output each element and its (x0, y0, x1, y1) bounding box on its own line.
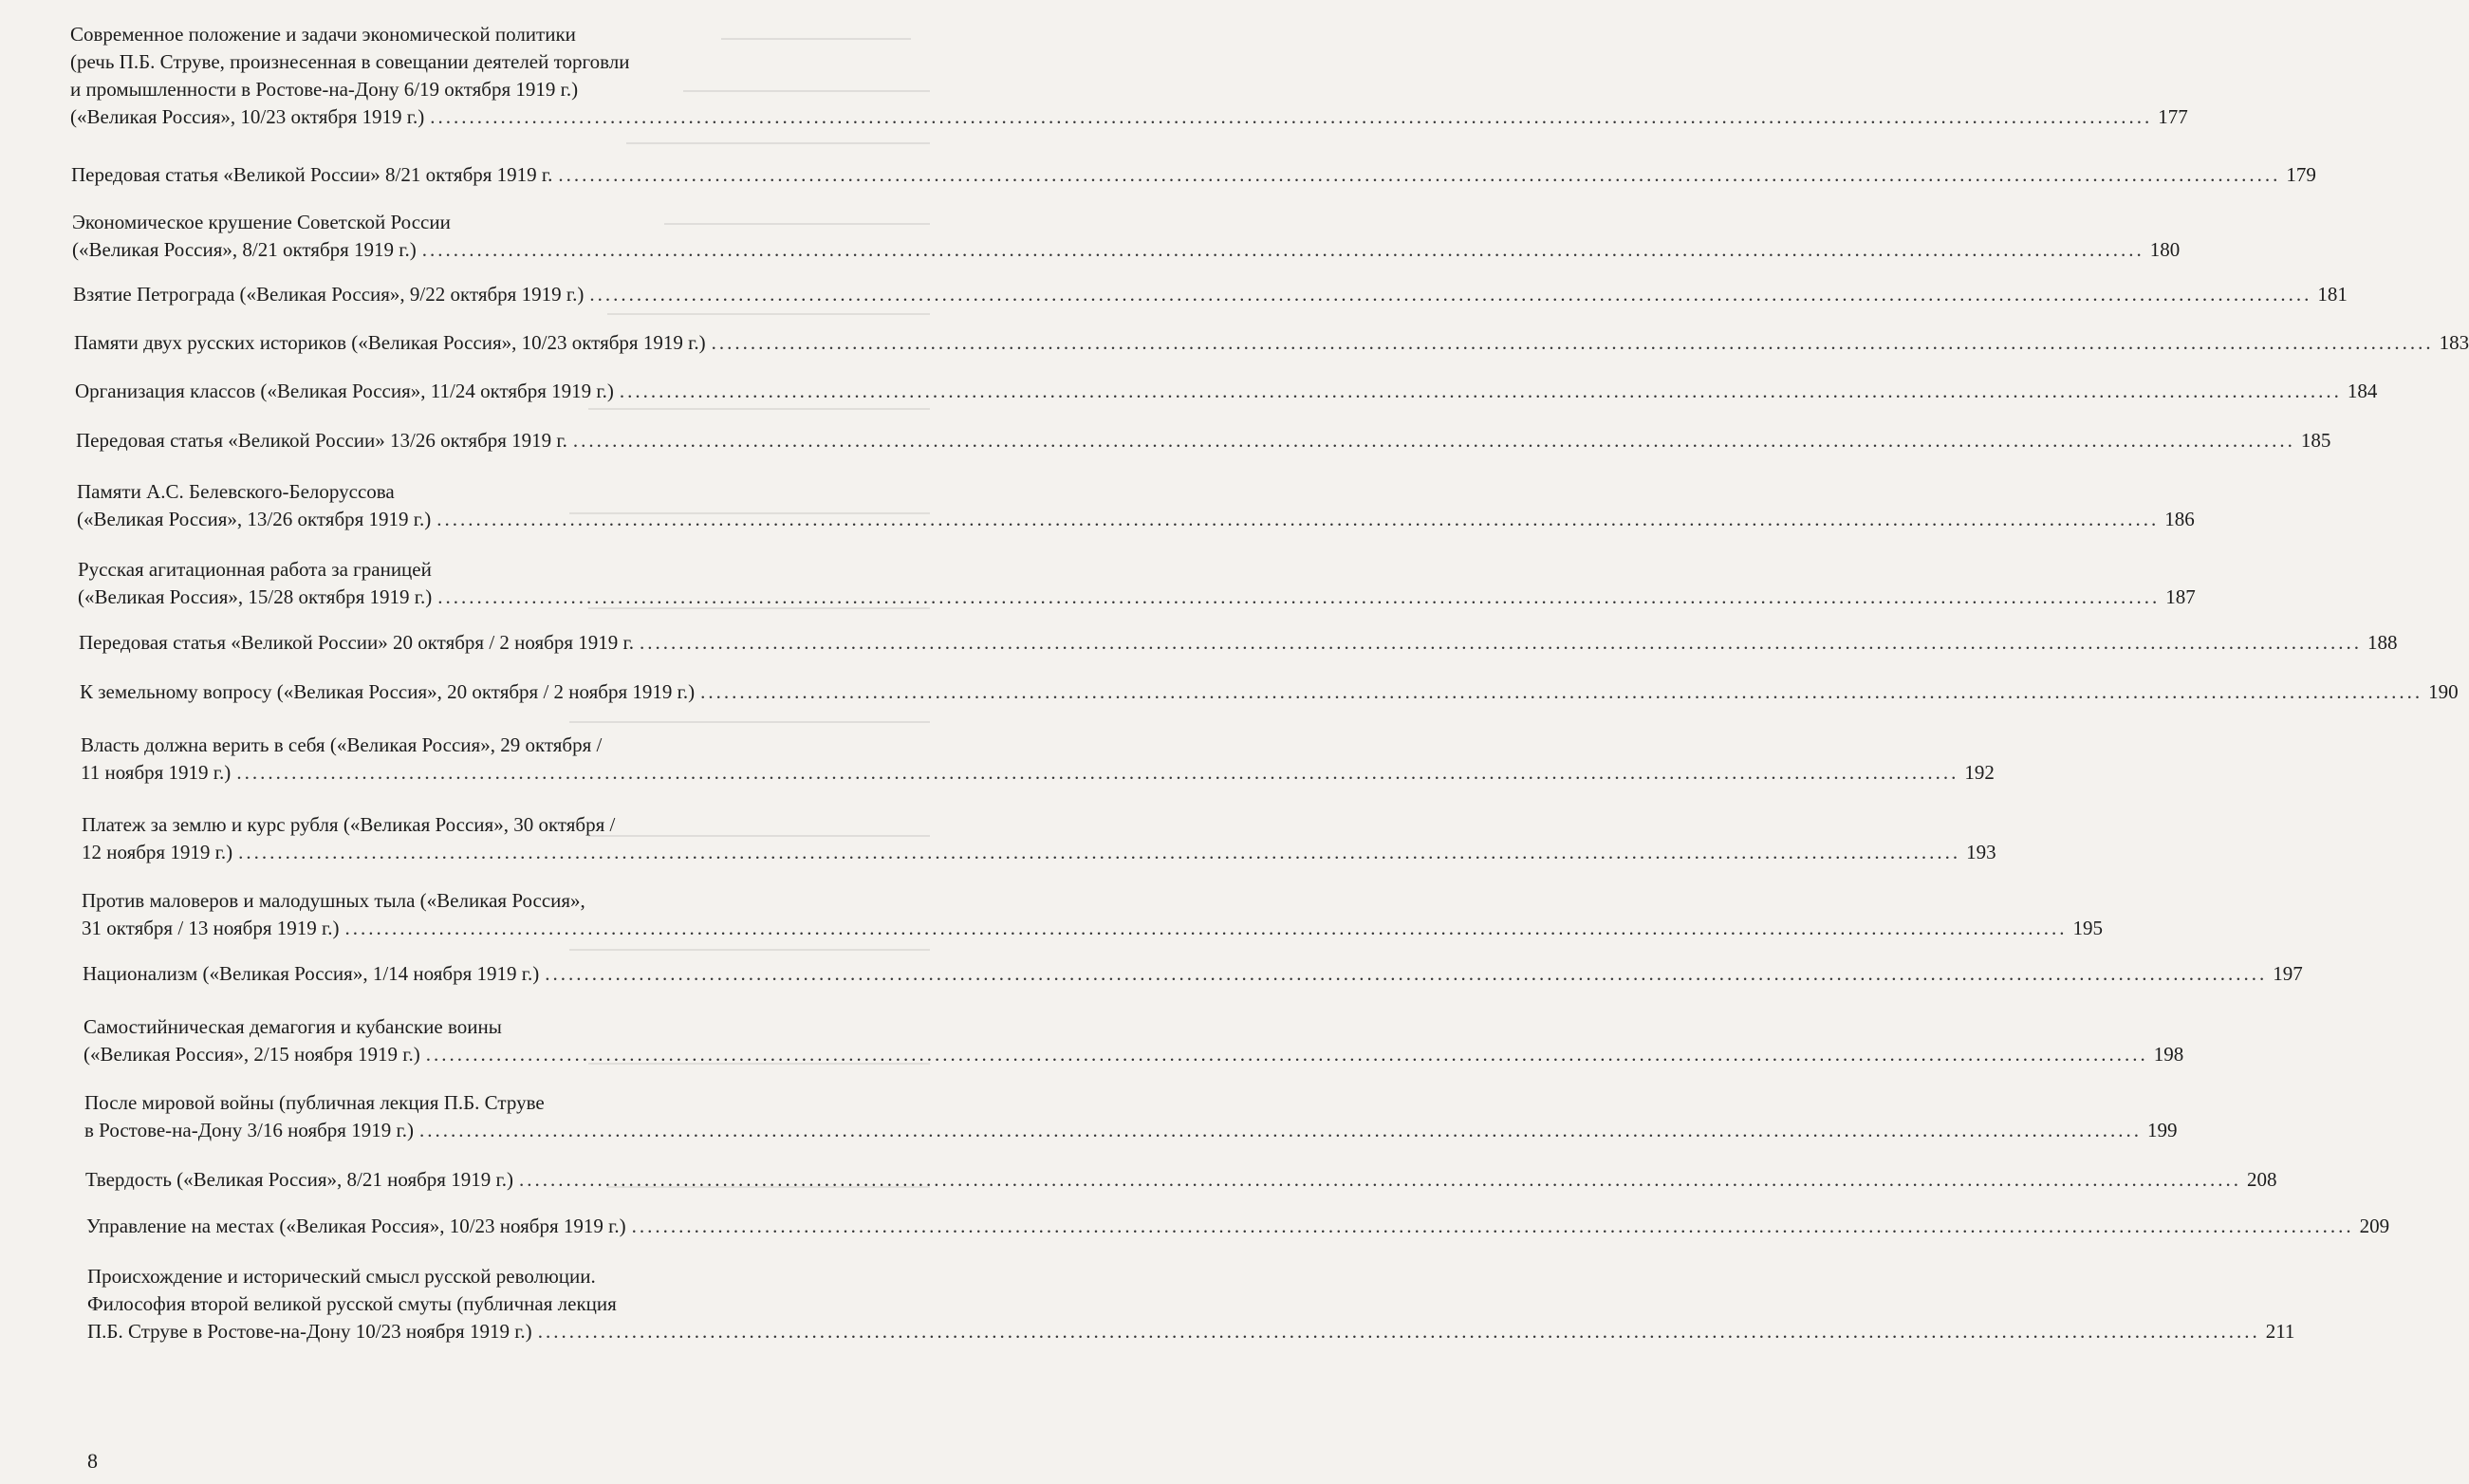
toc-entry-line: Памяти двух русских историков («Великая Россия», 10/23 октября 1919 г.) (74, 331, 706, 354)
toc-entry-line: Передовая статья «Великой России» 13/26 октября 1919 г. (76, 429, 567, 452)
toc-entry-line: Против маловеров и малодушных тыла («Великая Россия», (82, 889, 585, 912)
toc-entry (75, 378, 2378, 405)
toc-entry-line: Национализм («Великая Россия», 1/14 ноября 1919 г.) (83, 962, 540, 985)
leader-dots: ............................................................................................................................................................................................................................ (236, 761, 1959, 784)
toc-entry-line: Памяти А.С. Белевского-Белоруссова (77, 480, 395, 503)
toc-entry-line: Происхождение и исторический смысл русской революции. (87, 1265, 596, 1288)
toc-page-number: 197 (2273, 962, 2303, 985)
toc-page-number: 184 (2347, 380, 2378, 402)
leader-dots: ............................................................................................................................................................................................................................ (700, 680, 2423, 703)
toc-entry-line: Твердость («Великая Россия», 8/21 ноября 1919 г.) (85, 1168, 513, 1191)
toc-page-number: 198 (2153, 1043, 2184, 1066)
toc-entry-line: Взятие Петрограда («Великая Россия», 9/22 октября 1919 г.) (73, 283, 585, 306)
page-number: 8 (87, 1449, 98, 1473)
toc-page-number: 185 (2300, 429, 2331, 452)
leader-dots: ............................................................................................................................................................................................................................ (430, 105, 2153, 128)
leader-dots: ............................................................................................................................................................................................................................ (238, 841, 1961, 863)
toc-entry-line: П.Б. Струве в Ростове-на-Дону 10/23 ноября 1919 г.) (87, 1320, 532, 1343)
toc-page-number: 211 (2265, 1320, 2295, 1343)
toc-page-number: 187 (2165, 585, 2196, 608)
toc-entry (84, 1089, 2178, 1144)
leader-dots: ............................................................................................................................................................................................................................ (421, 238, 2144, 261)
leader-dots: ............................................................................................................................................................................................................................ (344, 917, 2068, 939)
toc-entry-line: («Великая Россия», 15/28 октября 1919 г.) (78, 585, 433, 608)
toc-page-number: 193 (1966, 841, 1996, 863)
toc-page-number: 180 (2149, 238, 2181, 261)
leader-dots: ............................................................................................................................................................................................................................ (537, 1320, 2260, 1343)
toc-entry (82, 811, 1996, 866)
leader-dots: ............................................................................................................................................................................................................................ (545, 962, 2268, 985)
toc-page-number: 192 (1964, 761, 1995, 784)
toc-entry (74, 329, 2469, 357)
toc-entry-line: Русская агитационная работа за границей (78, 558, 432, 581)
leader-dots: ............................................................................................................................................................................................................................ (436, 508, 2160, 530)
toc-entry-line: Современное положение и задачи экономической политики (70, 23, 576, 46)
toc-entry-line: («Великая Россия», 8/21 октября 1919 г.) (72, 238, 417, 261)
toc-entry (85, 1166, 2277, 1194)
toc-entry-line: После мировой войны (публичная лекция П.Б. Струве (84, 1091, 545, 1114)
toc-entry-line: Передовая статья «Великой России» 8/21 октября 1919 г. (71, 163, 553, 186)
toc-entry-line: (речь П.Б. Струве, произнесенная в совещании деятелей торговли (70, 50, 630, 73)
toc-page-number: 188 (2367, 631, 2398, 654)
toc-entry (87, 1263, 2295, 1345)
toc-page-number: 190 (2428, 680, 2459, 703)
leader-dots: ............................................................................................................................................................................................................................ (640, 631, 2362, 654)
leader-dots: ............................................................................................................................................................................................................................ (589, 283, 2312, 306)
leader-dots: ............................................................................................................................................................................................................................ (619, 380, 2342, 402)
leader-dots: ............................................................................................................................................................................................................................ (631, 1215, 2354, 1237)
toc-entry (72, 209, 2181, 264)
toc-entry-line: 12 ноября 1919 г.) (82, 841, 233, 863)
toc-entry-line: Управление на местах («Великая Россия», 10/23 ноября 1919 г.) (86, 1215, 626, 1237)
toc-entry (76, 427, 2331, 454)
toc-entry (71, 161, 2316, 189)
leader-dots: ............................................................................................................................................................................................................................ (518, 1168, 2241, 1191)
leader-dots: ............................................................................................................................................................................................................................ (418, 1119, 2142, 1141)
toc-entry-line: Самостийническая демагогия и кубанские воины (84, 1015, 502, 1038)
toc-entry-line: Организация классов («Великая Россия», 11/24 октября 1919 г.) (75, 380, 614, 402)
toc-page-number: 179 (2286, 163, 2316, 186)
toc-entry-line: Власть должна верить в себя («Великая Россия», 29 октября / (81, 733, 603, 756)
toc-page-number: 181 (2317, 283, 2348, 306)
toc-entry-line: 31 октября / 13 ноября 1919 г.) (82, 917, 340, 939)
toc-entry (70, 21, 2188, 131)
leader-dots: ............................................................................................................................................................................................................................ (711, 331, 2434, 354)
toc-entry-line: Экономическое крушение Советской России (72, 211, 451, 233)
toc-entry (78, 556, 2196, 611)
toc-entry (79, 629, 2398, 657)
toc-page-number: 186 (2164, 508, 2195, 530)
toc-entry-line: Передовая статья «Великой России» 20 октября / 2 ноября 1919 г. (79, 631, 634, 654)
toc-entry (73, 281, 2348, 308)
toc-entry-line: и промышленности в Ростове-на-Дону 6/19 октября 1919 г.) (70, 78, 579, 101)
toc-entry-line: («Великая Россия», 13/26 октября 1919 г.) (77, 508, 432, 530)
toc-entry (82, 887, 2103, 942)
toc-entry (81, 732, 1995, 787)
toc-entry (84, 1013, 2184, 1068)
toc-page-number: 183 (2439, 331, 2469, 354)
toc-page-number: 199 (2146, 1119, 2178, 1141)
leader-dots: ............................................................................................................................................................................................................................ (425, 1043, 2148, 1066)
toc-page-number: 177 (2158, 105, 2188, 128)
leader-dots: ............................................................................................................................................................................................................................ (572, 429, 2295, 452)
toc-entry (80, 678, 2459, 706)
toc-page-number: 208 (2246, 1168, 2277, 1191)
leader-dots: ............................................................................................................................................................................................................................ (437, 585, 2161, 608)
toc-entry (77, 478, 2195, 533)
toc-entry (86, 1213, 2390, 1240)
toc-entry-line: («Великая Россия», 10/23 октября 1919 г.) (70, 105, 425, 128)
toc-entry-line: («Великая Россия», 2/15 ноября 1919 г.) (84, 1043, 420, 1066)
toc-entry-line: 11 ноября 1919 г.) (81, 761, 232, 784)
toc-entry-line: К земельному вопросу («Великая Россия», 20 октября / 2 ноября 1919 г.) (80, 680, 696, 703)
toc-page-number: 209 (2359, 1215, 2390, 1237)
leader-dots: ............................................................................................................................................................................................................................ (558, 163, 2281, 186)
toc-entry-line: в Ростове-на-Дону 3/16 ноября 1919 г.) (84, 1119, 414, 1141)
toc-entry-line: Философия второй великой русской смуты (публичная лекция (87, 1292, 617, 1315)
toc-page-number: 195 (2072, 917, 2103, 939)
toc-entry (83, 960, 2303, 988)
toc-entry-line: Платеж за землю и курс рубля («Великая Россия», 30 октября / (82, 813, 616, 836)
